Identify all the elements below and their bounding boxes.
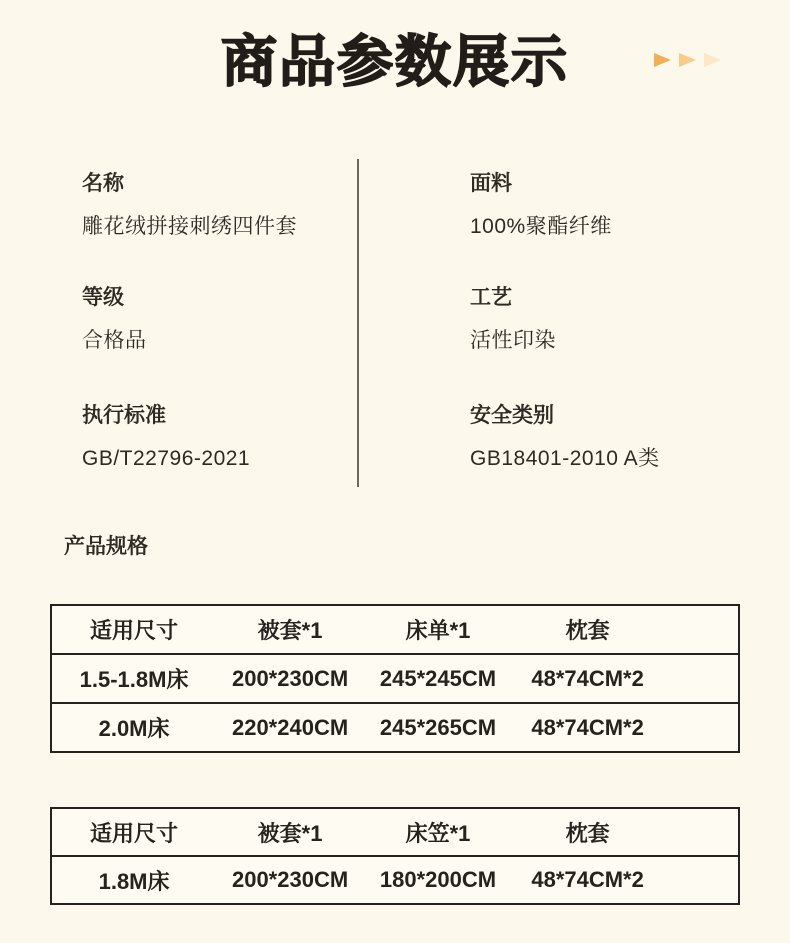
table-header-row — [51, 808, 739, 856]
spec-label: 安全类别 — [470, 404, 554, 427]
table-cell: 48*74CM*2 — [531, 714, 644, 740]
arrow-right-icon — [654, 53, 671, 67]
table-header-cell: 适用尺寸 — [90, 618, 179, 643]
table-row — [51, 856, 739, 904]
table-header-cell: 被套*1 — [257, 618, 323, 643]
table-row — [51, 654, 739, 703]
table-spacer-cell — [663, 654, 739, 703]
table-cell: 180*200CM — [379, 867, 497, 892]
spec-label: 工艺 — [470, 286, 512, 309]
spec-value: GB18401-2010 A类 — [470, 447, 660, 470]
spec-item-fabric — [470, 170, 740, 242]
table-spacer-cell — [663, 605, 739, 654]
spec-value: 雕花绒拼接刺绣四件套 — [82, 215, 297, 238]
spec-value: 100%聚酯纤维 — [470, 215, 612, 238]
table-cell: 1.8M床 — [98, 868, 170, 894]
table-header-row — [51, 605, 739, 654]
table-cell: 220*240CM — [231, 714, 349, 740]
table-header-cell: 枕套 — [565, 618, 610, 643]
table-cell: 2.0M床 — [98, 716, 170, 741]
table-spacer-cell — [663, 703, 739, 752]
spec-item-safety — [470, 402, 740, 474]
table-header-cell: 床笠*1 — [405, 820, 471, 846]
spec-label: 名称 — [82, 172, 124, 195]
page-title: 商品参数展示 — [221, 30, 569, 93]
spec-value: GB/T22796-2021 — [82, 447, 251, 470]
size-table-fitted-sheet — [50, 807, 740, 905]
table-cell: 200*230CM — [231, 867, 349, 892]
table-cell: 200*230CM — [231, 665, 349, 691]
table-cell: 245*265CM — [379, 714, 497, 740]
table-cell: 245*245CM — [379, 665, 497, 691]
size-table-flat-sheet — [50, 604, 740, 753]
spec-label: 等级 — [82, 286, 124, 309]
spec-item-craft — [470, 284, 740, 356]
table-header-cell: 被套*1 — [257, 820, 323, 846]
table-cell: 1.5-1.8M床 — [79, 667, 189, 692]
spec-item-name — [82, 170, 352, 242]
spec-value: 活性印染 — [470, 329, 556, 352]
spec-item-grade — [82, 284, 352, 356]
table-header-cell: 床单*1 — [405, 618, 471, 643]
section-title-product-spec: 产品规格 — [64, 535, 148, 558]
table-row — [51, 703, 739, 752]
spec-label: 面料 — [470, 172, 512, 195]
spec-label: 执行标准 — [82, 404, 166, 427]
spec-item-standard — [82, 402, 352, 474]
table-cell: 48*74CM*2 — [531, 867, 644, 892]
table-spacer-cell — [663, 856, 739, 904]
table-header-cell: 枕套 — [565, 820, 610, 846]
table-header-cell: 适用尺寸 — [90, 820, 179, 846]
arrow-right-icon — [704, 53, 721, 67]
spec-column-divider — [357, 159, 359, 487]
table-spacer-cell — [663, 808, 739, 856]
spec-value: 合格品 — [82, 329, 147, 352]
arrow-right-icon — [679, 53, 696, 67]
table-cell: 48*74CM*2 — [531, 665, 644, 691]
title-arrows-decoration — [654, 53, 729, 67]
